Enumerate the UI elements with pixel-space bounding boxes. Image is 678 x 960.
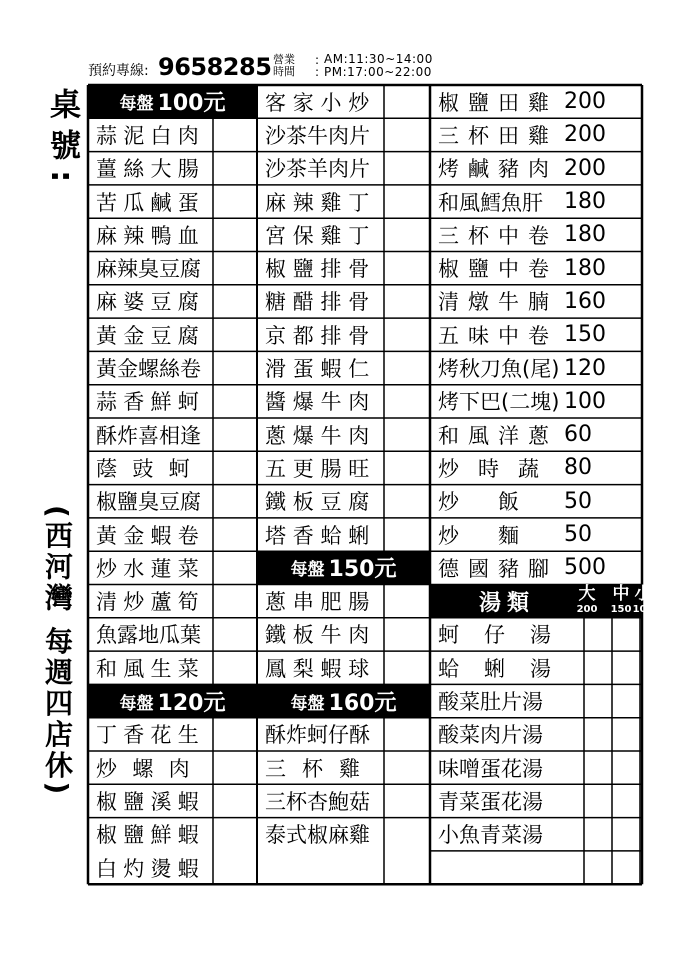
menu-item-priced (430, 218, 642, 251)
menu-item-priced (430, 185, 642, 218)
menu-item: 京都排骨 (265, 323, 376, 348)
menu-item: 客家小炒 (265, 90, 376, 115)
menu-item-price: 200 (564, 155, 606, 181)
soup-item: 小魚青菜湯 (438, 823, 543, 848)
menu-item: 三杯杏鮑菇 (265, 789, 370, 814)
table-number-label: 桌號: (44, 88, 80, 193)
menu-item-priced (430, 551, 642, 584)
menu-item: 蒜泥白肉 (96, 123, 205, 148)
menu-item-priced (430, 285, 642, 318)
menu-item: 椒鹽排骨 (265, 257, 376, 282)
menu-item: 蔥爆牛肉 (265, 423, 376, 448)
menu-item-priced (430, 85, 642, 118)
menu-item-price: 180 (564, 255, 606, 281)
menu-item-priced (430, 118, 642, 151)
soup-size-price: 200 (576, 603, 598, 615)
hours-label: 營業時間 (273, 53, 295, 78)
menu-item: 五更腸旺 (265, 456, 376, 481)
menu-item-name: 椒鹽中卷 (438, 257, 558, 282)
price-header (257, 684, 430, 717)
menu-item: 黃金螺絲卷 (96, 357, 201, 382)
soup-item: 蛤蜊湯 (438, 656, 576, 681)
menu-item-name: 德國豬腳 (438, 556, 558, 581)
menu-item: 丁香花生 (96, 723, 205, 748)
menu-item-priced (430, 318, 642, 351)
soup-size-label (628, 583, 658, 615)
menu-item-name: 五味中卷 (438, 323, 558, 348)
menu-item-price: 100 (564, 388, 606, 414)
menu-item-name: 烤秋刀魚(尾) (438, 357, 560, 382)
menu-item-name: 清燉牛腩 (438, 290, 558, 315)
phone-number: 9658285 (158, 53, 272, 81)
menu-item: 醬爆牛肉 (265, 390, 376, 415)
price-header-prefix: 每盤 (290, 560, 325, 581)
menu-item-price: 200 (564, 89, 606, 115)
menu-item: 沙茶羊肉片 (265, 157, 370, 182)
menu-item: 麻辣臭豆腐 (96, 257, 201, 282)
soup-item: 味噌蛋花湯 (438, 756, 543, 781)
price-header (257, 551, 430, 584)
menu-item: 椒鹽鮮蝦 (96, 823, 205, 848)
price-header-prefix: 每盤 (119, 94, 154, 115)
soup-size-label (572, 583, 602, 615)
soup-item: 酸菜肉片湯 (438, 723, 543, 748)
menu-item-priced (430, 152, 642, 185)
price-header-prefix: 每盤 (119, 693, 154, 714)
price-header-prefix: 每盤 (290, 693, 325, 714)
menu-item: 沙茶牛肉片 (265, 123, 370, 148)
menu-item-name: 炒時蔬 (438, 456, 558, 481)
menu-item-priced (430, 385, 642, 418)
soup-size-name: 中 (612, 583, 630, 604)
menu-item-priced (430, 485, 642, 518)
menu-item-name: 炒飯 (438, 490, 558, 515)
soup-size-name: 小 (634, 583, 652, 604)
soup-size-price: 150 (610, 603, 632, 615)
menu-item: 蔭豉蚵 (96, 456, 205, 481)
price-header-value: 150元 (328, 557, 397, 583)
menu-item: 麻辣雞丁 (265, 190, 376, 215)
menu-item-priced (430, 418, 642, 451)
menu-item: 宮保雞丁 (265, 223, 376, 248)
menu-item-name: 三杯中卷 (438, 223, 558, 248)
menu-item: 塔香蛤蜊 (265, 523, 376, 548)
menu-item: 和風生菜 (96, 656, 205, 681)
price-header (88, 85, 257, 118)
soup-size-price: 100 (632, 603, 654, 615)
phone-label: 預約專線: (88, 63, 149, 79)
menu-item-price: 150 (564, 322, 606, 348)
price-header (88, 684, 257, 717)
menu-item-price: 160 (564, 288, 606, 314)
soup-item: 酸菜肚片湯 (438, 690, 543, 715)
menu-item: 苦瓜鹹蛋 (96, 190, 205, 215)
menu-item-name: 烤鹹豬肉 (438, 157, 558, 182)
price-header-value: 120元 (157, 690, 226, 716)
menu-item-price: 50 (564, 488, 592, 514)
menu-item-name: 三杯田雞 (438, 123, 558, 148)
menu-item-name: 和風洋蔥 (438, 423, 558, 448)
menu-item-price: 200 (564, 122, 606, 148)
menu-item-name: 和風鱈魚肝 (438, 190, 543, 215)
price-header-value: 100元 (157, 91, 226, 117)
menu-item: 泰式椒麻雞 (265, 823, 370, 848)
soup-header: 湯類 (430, 585, 584, 618)
menu-item: 鐵板牛肉 (265, 623, 376, 648)
menu-item-price: 500 (564, 555, 606, 581)
menu-item: 蔥串肥腸 (265, 590, 376, 615)
menu-item: 酥炸喜相逢 (96, 423, 201, 448)
soup-item: 青菜蛋花湯 (438, 789, 543, 814)
menu-item: 白灼燙蝦 (96, 856, 205, 881)
menu-item-priced (430, 518, 642, 551)
menu-item: 糖醋排骨 (265, 290, 376, 315)
menu-item: 麻婆豆腐 (96, 290, 205, 315)
menu-item: 鳳梨蝦球 (265, 656, 376, 681)
price-header-value: 160元 (328, 690, 397, 716)
menu-item-priced (430, 252, 642, 285)
menu-item: 蒜香鮮蚵 (96, 390, 205, 415)
menu-item-priced (430, 451, 642, 484)
menu-item: 酥炸蚵仔酥 (265, 723, 370, 748)
menu-item-priced (430, 351, 642, 384)
menu-item-name: 烤下巴(二塊) (438, 390, 560, 415)
soup-item: 蚵仔湯 (438, 623, 576, 648)
menu-item: 滑蛋蝦仁 (265, 357, 376, 382)
menu-item: 麻辣鴨血 (96, 223, 205, 248)
menu-item-price: 60 (564, 422, 592, 448)
hours-am: AM:11:30~14:00 (324, 52, 433, 66)
hours-colon: : : (315, 53, 320, 79)
menu-item-price: 180 (564, 222, 606, 248)
menu-item: 椒鹽溪蝦 (96, 789, 205, 814)
menu-item: 黃金豆腐 (96, 323, 205, 348)
menu-item-name: 椒鹽田雞 (438, 90, 558, 115)
menu-item-price: 50 (564, 522, 592, 548)
menu-item: 炒螺肉 (96, 756, 205, 781)
closed-day-note: (西河灣 每週四店休) (41, 505, 74, 798)
hours-pm: PM:17:00~22:00 (324, 65, 432, 79)
menu-item-price: 180 (564, 189, 606, 215)
menu-item-price: 80 (564, 455, 592, 481)
menu-item: 炒水蓮菜 (96, 556, 205, 581)
menu-item: 三杯雞 (265, 756, 376, 781)
soup-size-name: 大 (578, 583, 596, 604)
menu-item: 清炒蘆筍 (96, 590, 205, 615)
menu-item: 椒鹽臭豆腐 (96, 490, 201, 515)
menu-item: 魚露地瓜葉 (96, 623, 201, 648)
menu-item: 薑絲大腸 (96, 157, 205, 182)
menu-item: 鐵板豆腐 (265, 490, 376, 515)
menu-item-name: 炒麵 (438, 523, 558, 548)
menu-item-price: 120 (564, 355, 606, 381)
menu-item: 黃金蝦卷 (96, 523, 205, 548)
